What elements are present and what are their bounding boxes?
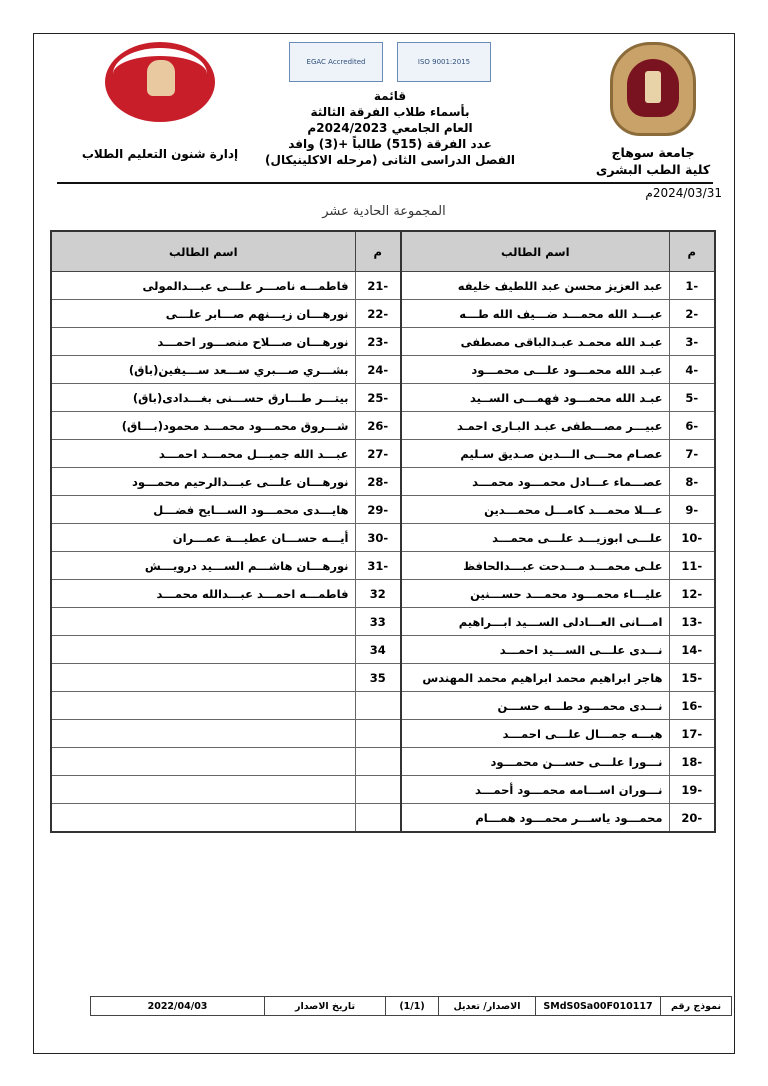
student-name: عبيـــر مصـــطفى عبـد البـارى احمـد xyxy=(401,412,669,440)
row-number: 33 xyxy=(355,608,401,636)
accreditation-badge-icon: ISO 9001:2015 xyxy=(397,42,491,82)
student-name: نـــدى محمـــود طـــه حســـن xyxy=(401,692,669,720)
faculty-logo-icon xyxy=(105,42,215,122)
footer-date-value: 2022/04/03 xyxy=(147,1000,208,1012)
row-number: -6 xyxy=(669,412,715,440)
student-name: عبـــد الله جميـــل محمـــد احمـــد xyxy=(51,440,355,468)
table-row xyxy=(51,328,715,356)
student-name: عـــلا محمـــد كامـــل محمـــدين xyxy=(401,496,669,524)
table-row xyxy=(51,440,715,468)
row-number: -24 xyxy=(355,356,401,384)
row-number: -9 xyxy=(669,496,715,524)
student-name xyxy=(51,804,355,833)
form-footer xyxy=(90,996,732,1016)
table-row xyxy=(51,636,715,664)
row-number: -2 xyxy=(669,300,715,328)
student-name: عبـد الله محمـــود علـــى محمـــود xyxy=(401,356,669,384)
student-name: نورهـــان علـــى عبـــدالرحيم محمـــود xyxy=(51,468,355,496)
table-row xyxy=(51,356,715,384)
student-name: عبـد الله محمـــود فهمـــى الســيد xyxy=(401,384,669,412)
student-name: عصـام محـــى الـــدين صـديق سـليم xyxy=(401,440,669,468)
row-number: 34 xyxy=(355,636,401,664)
student-name: فاطمـــه ناصـــر علـــى عبـــدالمولى xyxy=(51,272,355,300)
student-name: هايـــدى محمـــود الســـايح فضـــل xyxy=(51,496,355,524)
table-row xyxy=(51,608,715,636)
title-line: قائمة xyxy=(373,89,407,103)
header-divider xyxy=(57,182,713,184)
row-number: -1 xyxy=(669,272,715,300)
table-header-row xyxy=(51,231,715,272)
row-number: -8 xyxy=(669,468,715,496)
table-row xyxy=(51,720,715,748)
row-number: -22 xyxy=(355,300,401,328)
row-number: -31 xyxy=(355,552,401,580)
table-row xyxy=(51,748,715,776)
row-number: -25 xyxy=(355,384,401,412)
row-number: -19 xyxy=(669,776,715,804)
row-number: -30 xyxy=(355,524,401,552)
table-row xyxy=(51,692,715,720)
group-title: المجموعة الحادية عشر xyxy=(322,204,446,219)
department-name: إدارة شنون التعليم الطلاب xyxy=(81,147,239,161)
student-name: هاجر ابراهيم محمد ابراهيم محمد المهندس xyxy=(401,664,669,692)
row-number: -29 xyxy=(355,496,401,524)
university-seal-icon xyxy=(610,42,696,136)
student-name: امـــانى العـــادلى الســـيد ابـــراهيم xyxy=(401,608,669,636)
student-name xyxy=(51,720,355,748)
student-name: نـــوران اســـامه محمـــود أحمـــد xyxy=(401,776,669,804)
row-number xyxy=(355,776,401,804)
student-name: فاطمـــه احمـــد عبـــدالله محمـــد xyxy=(51,580,355,608)
table-row xyxy=(51,412,715,440)
student-name: علـى محمـــد مـــدحت عبـــدالحافظ xyxy=(401,552,669,580)
table-row xyxy=(51,804,715,833)
row-number xyxy=(355,692,401,720)
footer-form-code: SMdS0Sa00F010117 xyxy=(535,997,660,1015)
header-title-block xyxy=(255,42,525,168)
student-name: أيـــه حســـان عطيـــة عمـــران xyxy=(51,524,355,552)
student-name: علـــى ابوزيـــد علـــى محمـــد xyxy=(401,524,669,552)
column-header-number: م xyxy=(355,231,401,272)
university-name: جامعة سوهاج xyxy=(611,145,695,160)
student-name: نورهـــان زيـــنهم صـــابر علـــى xyxy=(51,300,355,328)
student-name: نورهـــان هاشـــم الســـيد درويـــش xyxy=(51,552,355,580)
table-row xyxy=(51,580,715,608)
header-department-block xyxy=(75,42,245,162)
student-name: نـــدى علـــى الســـيد احمـــد xyxy=(401,636,669,664)
student-name: محمـــود ياســـر محمـــود همـــام xyxy=(401,804,669,833)
footer-date-label: تاريخ الاصدار xyxy=(264,997,385,1015)
student-name: عبـــد الله محمـــد ضـــيف الله طـــه xyxy=(401,300,669,328)
table-row xyxy=(51,272,715,300)
row-number xyxy=(355,804,401,833)
table-row xyxy=(51,776,715,804)
table-row xyxy=(51,552,715,580)
student-name: عصـــماء عـــادل محمـــود محمـــد xyxy=(401,468,669,496)
table-row xyxy=(51,468,715,496)
footer-form-label: نموذج رقم xyxy=(660,997,731,1015)
title-line: الفصل الدراسى الثانى (مرحله الاكلينيكال) xyxy=(265,153,515,167)
student-name xyxy=(51,636,355,664)
student-name: عبد العزيز محسن عبد اللطيف خليفه xyxy=(401,272,669,300)
row-number: -13 xyxy=(669,608,715,636)
title-line: عدد الفرقة (515) طالباً +(3) وافد xyxy=(288,137,492,151)
row-number: -21 xyxy=(355,272,401,300)
row-number: 35 xyxy=(355,664,401,692)
row-number: 32 xyxy=(355,580,401,608)
footer-issue-label: الاصدار/ تعديل xyxy=(438,997,535,1015)
student-name: نورهـــان صـــلاح منصـــور احمـــد xyxy=(51,328,355,356)
table-row xyxy=(51,496,715,524)
row-number: -10 xyxy=(669,524,715,552)
row-number: -12 xyxy=(669,580,715,608)
row-number: -28 xyxy=(355,468,401,496)
row-number: -26 xyxy=(355,412,401,440)
students-table xyxy=(50,230,716,833)
row-number xyxy=(355,748,401,776)
row-number: -23 xyxy=(355,328,401,356)
row-number: -20 xyxy=(669,804,715,833)
row-number: -7 xyxy=(669,440,715,468)
student-name: نـــورا علـــى حســـن محمـــود xyxy=(401,748,669,776)
row-number: -11 xyxy=(669,552,715,580)
student-name: بيتـــر طـــارق حســـنى بغـــدادى(باق) xyxy=(51,384,355,412)
student-name: شـــروق محمـــود محمـــد محمود(بـــاق) xyxy=(51,412,355,440)
student-name xyxy=(51,776,355,804)
document-date: 2024/03/31م xyxy=(645,186,722,200)
table-row xyxy=(51,300,715,328)
faculty-name: كلية الطب البشرى xyxy=(595,162,711,177)
table-row xyxy=(51,664,715,692)
row-number: -4 xyxy=(669,356,715,384)
student-name: بشـــري صـــبري ســـعد ســـيفين(باق) xyxy=(51,356,355,384)
row-number: -3 xyxy=(669,328,715,356)
title-line: بأسماء طلاب الفرقة الثالثة xyxy=(310,105,470,119)
student-name: عبـد الله محمـد عبـدالباقى مصطفى xyxy=(401,328,669,356)
student-name: هبـــه جمـــال علـــى احمـــد xyxy=(401,720,669,748)
student-name xyxy=(51,748,355,776)
row-number: -15 xyxy=(669,664,715,692)
row-number: -14 xyxy=(669,636,715,664)
egac-badge-icon: EGAC Accredited xyxy=(289,42,383,82)
title-line: العام الجامعي 2024/2023م xyxy=(307,121,473,135)
row-number: -16 xyxy=(669,692,715,720)
row-number xyxy=(355,720,401,748)
column-header-name: اسم الطالب xyxy=(51,231,355,272)
column-header-number: م xyxy=(669,231,715,272)
header-university-block xyxy=(588,42,718,178)
footer-issue-value: (1/1) xyxy=(385,997,438,1015)
student-name: عليـــاء محمـــود محمـــد حســـنين xyxy=(401,580,669,608)
student-name xyxy=(51,608,355,636)
row-number: -5 xyxy=(669,384,715,412)
student-name xyxy=(51,692,355,720)
table-row xyxy=(51,384,715,412)
table-row xyxy=(51,524,715,552)
column-header-name: اسم الطالب xyxy=(401,231,669,272)
row-number: -17 xyxy=(669,720,715,748)
row-number: -27 xyxy=(355,440,401,468)
row-number: -18 xyxy=(669,748,715,776)
student-name xyxy=(51,664,355,692)
